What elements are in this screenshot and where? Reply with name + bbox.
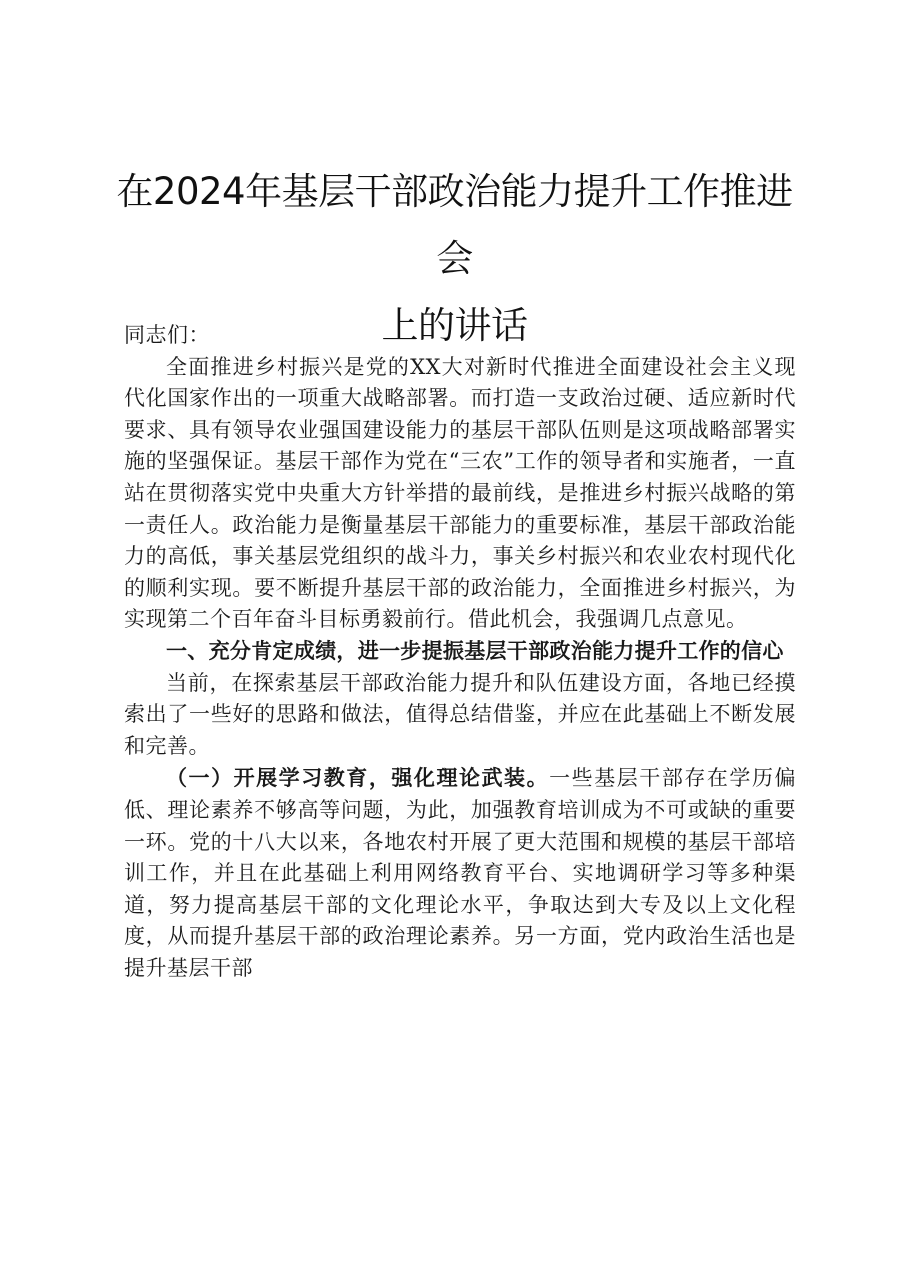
section-heading-1: 一、充分肯定成绩，进一步提振基层干部政治能力提升工作的信心 <box>166 638 784 663</box>
paragraph-intro: 全面推进乡村振兴是党的XX大对新时代推进全面建设社会主义现代化国家作出的一项重大战略部署。而打造一支政治过硬、适应新时代要求、具有领导农业强国建设能力的基层干部队伍则是这项战略部署实施的坚强保证。基层干部作为党在“三农”工作的领导者和实施者，一直站在贯彻落实党中央重大方针举措的最前线，是推进乡村振兴战略的第一责任人。政治能力是衡量基层干部能力的重要标准，基层干部政治能力的高低，事关基层党组织的战斗力，事关乡村振兴和农业农村现代化的顺利实现。要不断提升基层干部的政治能力，全面推进乡村振兴，为实现第二个百年奋斗目标勇毅前行。借此机会，我强调几点意见。 <box>124 354 796 632</box>
salutation: 同志们： <box>124 323 210 347</box>
paragraph-section-1: 当前，在探索基层干部政治能力提升和队伍建设方面，各地已经摸索出了一些好的思路和做法，值得总结借鉴，并应在此基础上不断发展和完善。 <box>124 670 796 758</box>
paragraph-subsection-1 <box>124 762 796 984</box>
title-line-1: 在2024年基层干部政治能力提升工作推进会 <box>116 170 793 280</box>
subsection-1-text: 一些基层干部存在学历偏低、理论素养不够高等问题，为此，加强教育培训成为不可或缺的重要一环。党的十八大以来，各地农村开展了更大范围和规模的基层干部培训工作，并且在此基础上利用网络教育平台、实地调研学习等多种渠道，努力提高基层干部的文化理论水平，争取达到大专及以上文化程度，从而提升基层干部的政治理论素养。另一方面，党内政治生活也是提升基层干部 <box>124 766 797 980</box>
document-body <box>124 320 796 984</box>
subsection-heading-1: （一）开展学习教育，强化理论武装。 <box>166 765 550 791</box>
title-line-2: 上的讲话 <box>381 304 528 347</box>
